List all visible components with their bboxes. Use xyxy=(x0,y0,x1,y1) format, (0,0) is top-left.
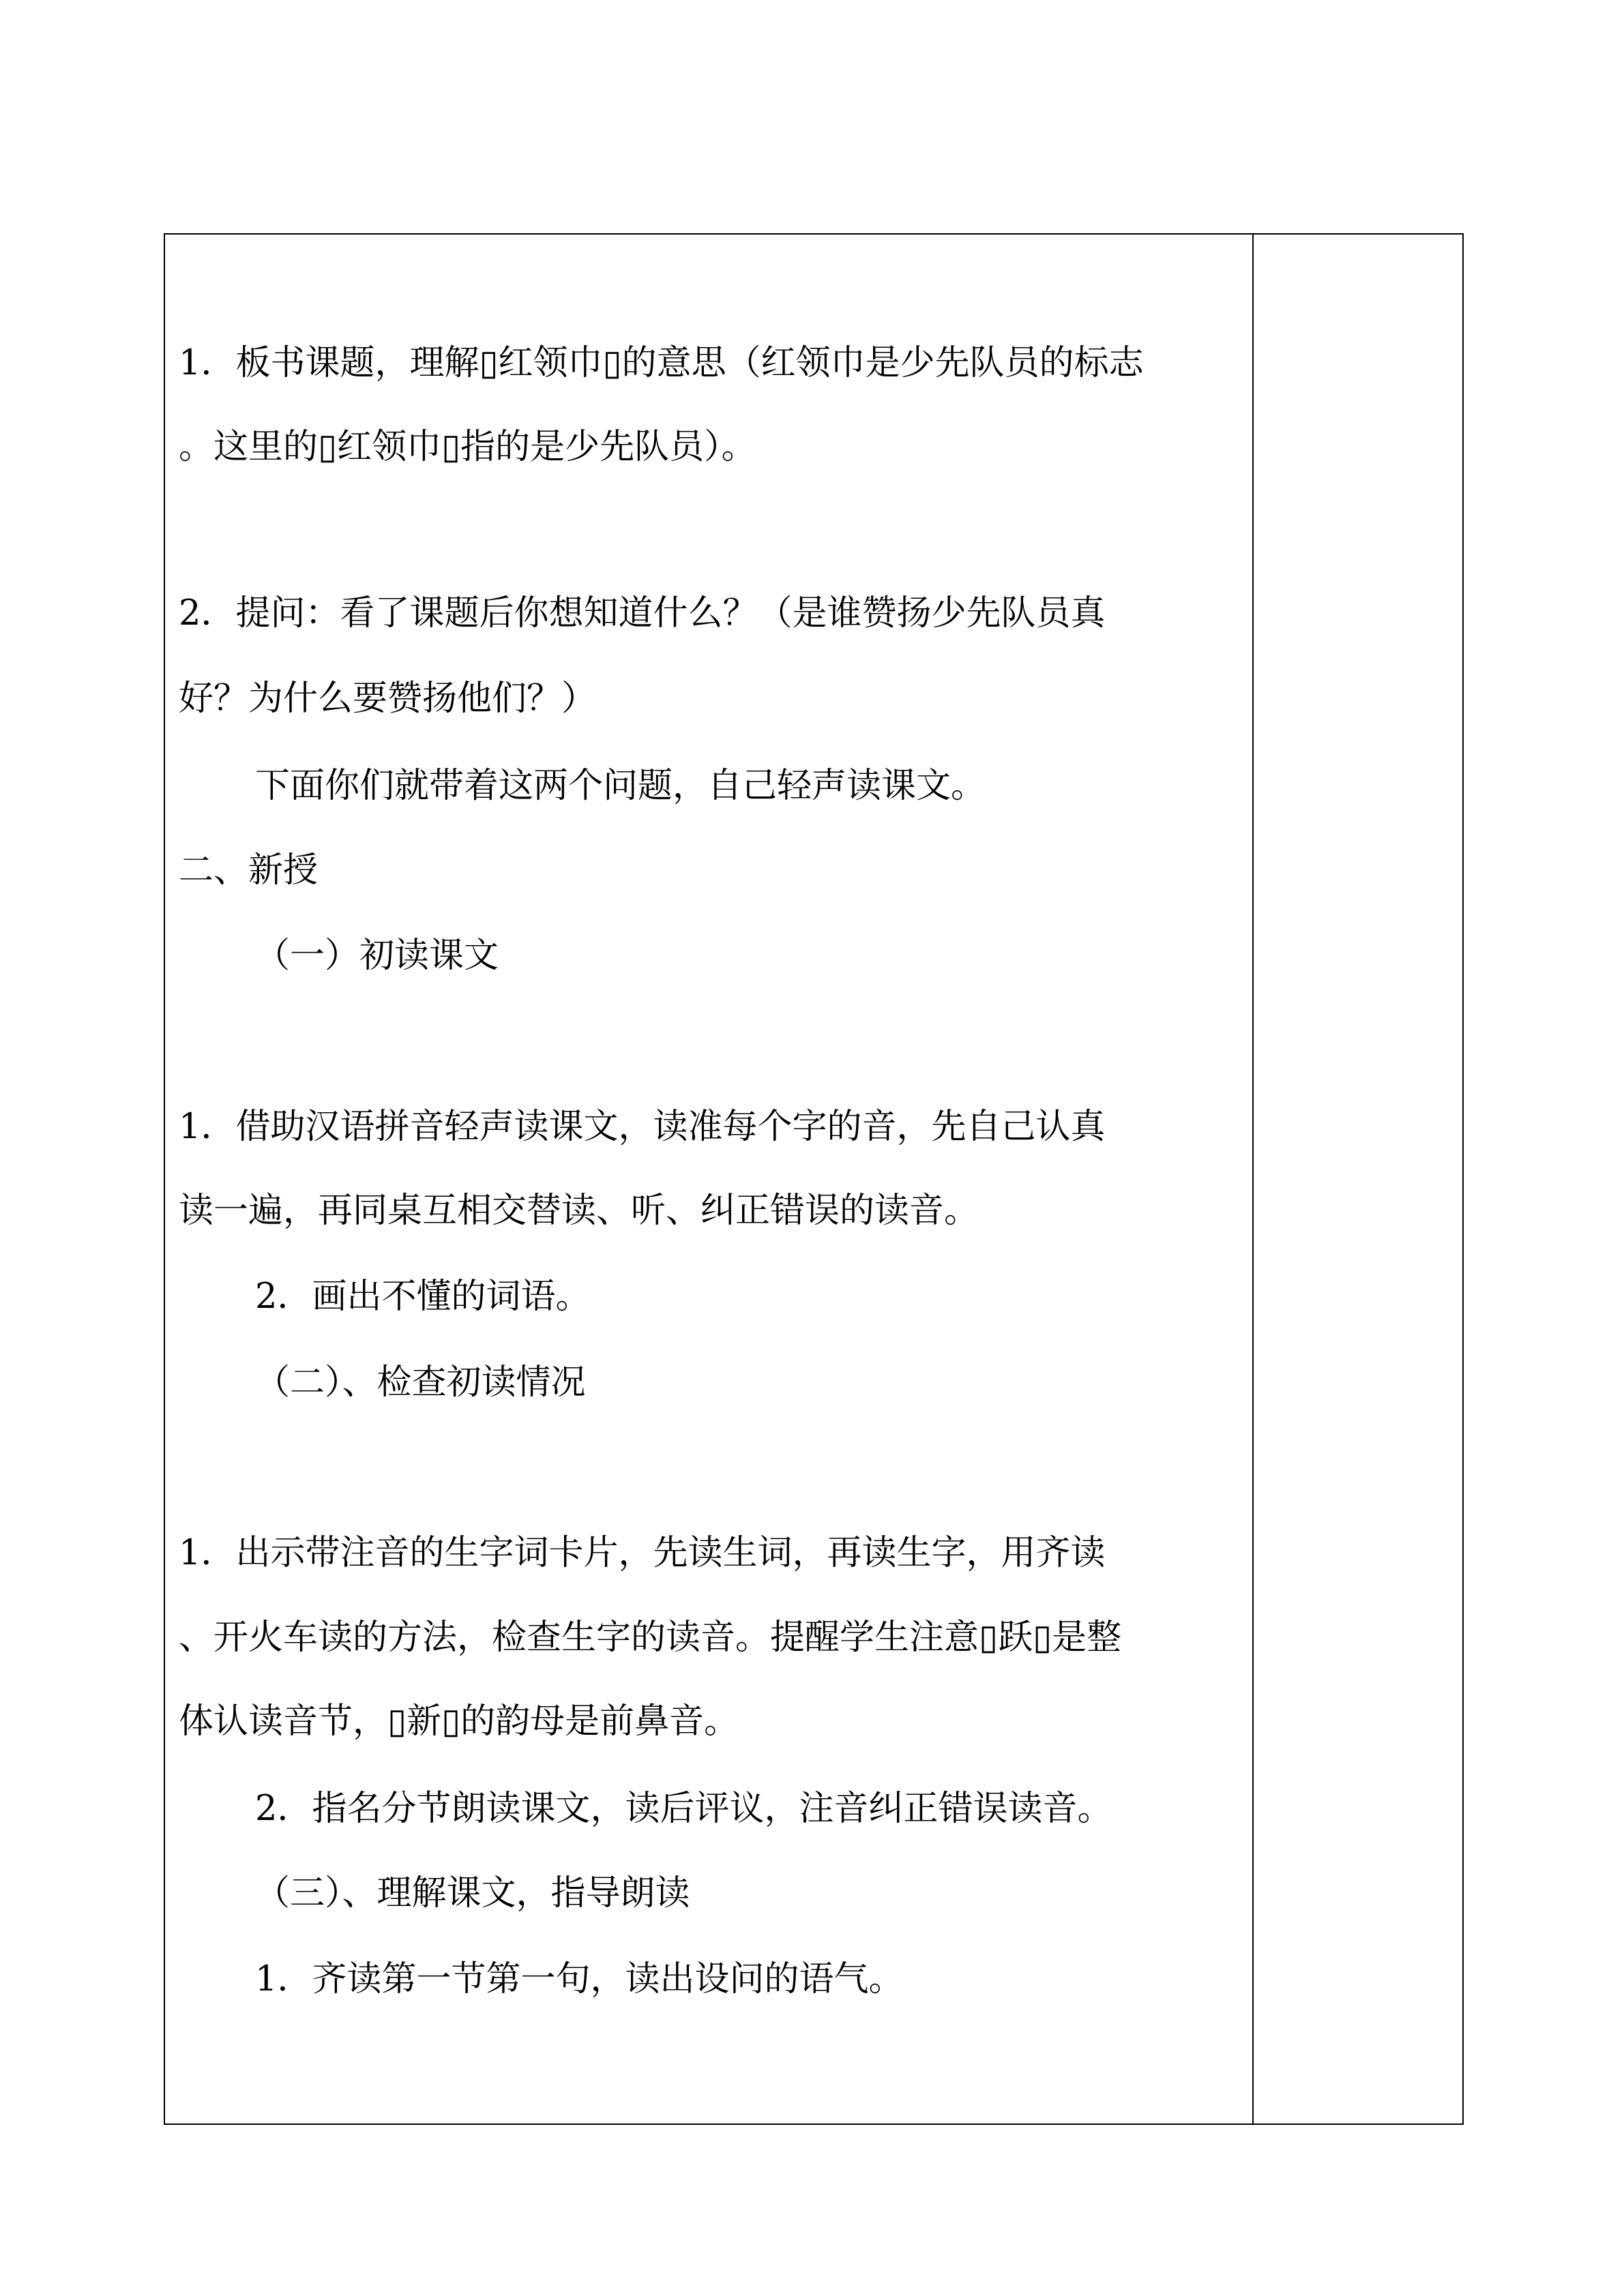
subsection-heading: （二）、检查初读情况 xyxy=(255,1362,586,1403)
text-line: 1．借助汉语拼音轻声读课文，读准每个字的音，先自己认真 xyxy=(179,1107,1106,1147)
column-divider xyxy=(1252,235,1254,2123)
text-line: 2．画出不懂的词语。 xyxy=(255,1277,591,1317)
text-line: 下面你们就带着这两个问题，自己轻声读课文。 xyxy=(255,766,986,806)
subsection-heading: （一）初读课文 xyxy=(255,936,499,976)
subsection-heading: （三）、理解课文，指导朗读 xyxy=(255,1873,690,1913)
text-line: 2．指名分节朗读课文，读后评议，注音纠正错误读音。 xyxy=(255,1789,1112,1829)
text-line: 、开火车读的方法，检查生字的读音。提醒学生注意▯跃▯是整 xyxy=(179,1617,1122,1658)
text-line: 读一遍，再同桌互相交替读、听、纠正错误的读音。 xyxy=(179,1191,979,1231)
text-line: 2．提问：看了课题后你想知道什么？（是谁赞扬少先队员真 xyxy=(179,593,1106,633)
lesson-plan-table xyxy=(164,233,1464,2125)
notes-column-cell xyxy=(1254,235,1462,2123)
text-line: 1．齐读第一节第一句，读出设问的语气。 xyxy=(255,1959,904,1999)
text-line: 1．出示带注音的生字词卡片，先读生词，再读生字，用齐读 xyxy=(179,1533,1106,1573)
text-line: 。这里的▯红领巾▯指的是少先队员）。 xyxy=(179,427,756,467)
text-line: 好？为什么要赞扬他们？） xyxy=(179,679,597,719)
text-line: 体认读音节，▯新▯的韵母是前鼻音。 xyxy=(179,1701,739,1742)
section-heading: 二、新授 xyxy=(179,850,319,891)
text-line: 1．板书课题，理解▯红领巾▯的意思（红领巾是少先队员的标志 xyxy=(179,343,1144,383)
